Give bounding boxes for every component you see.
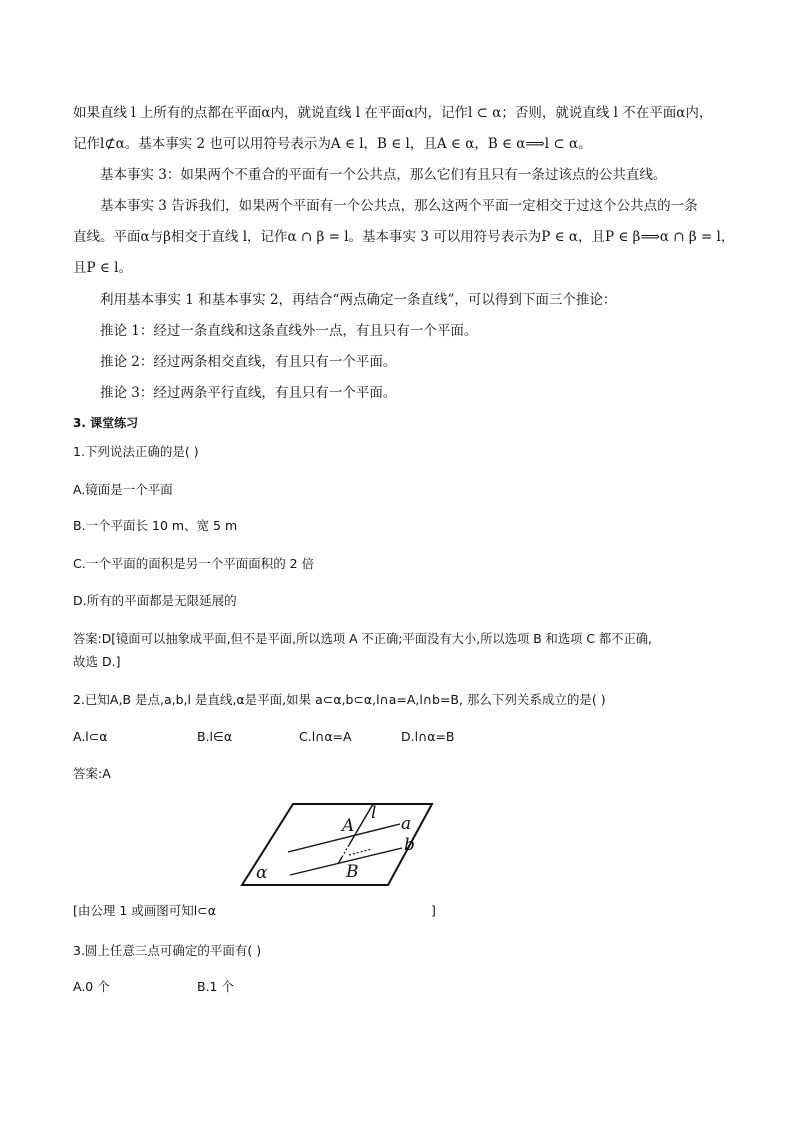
question-3-option-b: B.1 个 (197, 979, 234, 994)
question-1-option-a: A.镜面是一个平面 (73, 482, 173, 497)
question-2-explanation-close: ] (431, 903, 436, 918)
question-2-option-b: B.l∈α (197, 729, 233, 744)
inference-1: 推论 1：经过一条直线和这条直线外一点，有且只有一个平面。 (100, 323, 478, 339)
label-plane-alpha: α (256, 863, 268, 883)
inference-2: 推论 2：经过两条相交直线，有且只有一个平面。 (100, 354, 397, 370)
question-3-stem: 3.圆上任意三点可确定的平面有( ) (73, 943, 262, 958)
plane-figure (238, 800, 438, 890)
question-2-option-d: D.l∩α=B (401, 729, 455, 744)
question-2-option-a: A.l⊂α (73, 729, 108, 744)
line-l-dashed (342, 845, 349, 857)
basic-fact-3: 基本事实 3：如果两个不重合的平面有一个公共点，那么它们有且只有一条过该点的公共直线。 (100, 167, 667, 183)
question-2-stem: 2.已知A,B 是点,a,b,l 是直线,α是平面,如果 a⊂α,b⊂α,l∩a=A,l∩b=B, 那么下列关系成立的是( ) (73, 692, 606, 707)
label-line-b: b (404, 835, 415, 855)
paragraph-line: 记作l⊄α。基本事实 2 也可以用符号表示为A ∈ l，B ∈ l，且A ∈ α，B ∈ α⟹l ⊂ α。 (73, 136, 592, 152)
section-heading: 3. 课堂练习 (73, 416, 139, 430)
question-1-option-b: B.一个平面长 10 m、宽 5 m (73, 518, 238, 533)
question-3-option-a: A.0 个 (73, 979, 110, 994)
paragraph-line: 且P ∈ l。 (73, 260, 132, 276)
inference-intro: 利用基本事实 1 和基本事实 2，再结合“两点确定一条直线”，可以得到下面三个推论： (100, 292, 617, 308)
question-1-option-c: C.一个平面的面积是另一个平面面积的 2 倍 (73, 556, 315, 571)
label-line-a: a (401, 814, 412, 834)
question-2-explanation: [由公理 1 或画图可知l⊂α (73, 903, 216, 918)
inference-3: 推论 3：经过两条平行直线，有且只有一个平面。 (100, 385, 397, 401)
question-1-answer: 故选 D.] (73, 654, 121, 669)
label-point-a: A (342, 816, 355, 836)
question-2-answer: 答案:A (73, 766, 111, 781)
paragraph-line: 如果直线 l 上所有的点都在平面α内，就说直线 l 在平面α内，记作l ⊂ α；否则，就说直线 l 不在平面α内， (73, 105, 713, 121)
label-point-b: B (346, 862, 359, 882)
question-2-option-c: C.l∩α=A (299, 729, 352, 744)
question-1-option-d: D.所有的平面都是无限延展的 (73, 593, 237, 608)
label-line-l: l (371, 803, 377, 823)
paragraph-line: 基本事实 3 告诉我们，如果两个平面有一个公共点，那么这两个平面一定相交于过这个公共点的一条 (100, 198, 698, 214)
question-1-stem: 1.下列说法正确的是( ) (73, 444, 199, 459)
line-l-dashed (349, 849, 372, 855)
paragraph-line: 直线。平面α与β相交于直线 l，记作α ∩ β = l。基本事实 3 可以用符号表示为P ∈ α，且P ∈ β⟹α ∩ β = l， (73, 229, 735, 245)
question-1-answer: 答案:D[镜面可以抽象成平面,但不是平面,所以选项 A 不正确;平面没有大小,所以选项 B 和选项 C 都不正确, (73, 632, 652, 646)
